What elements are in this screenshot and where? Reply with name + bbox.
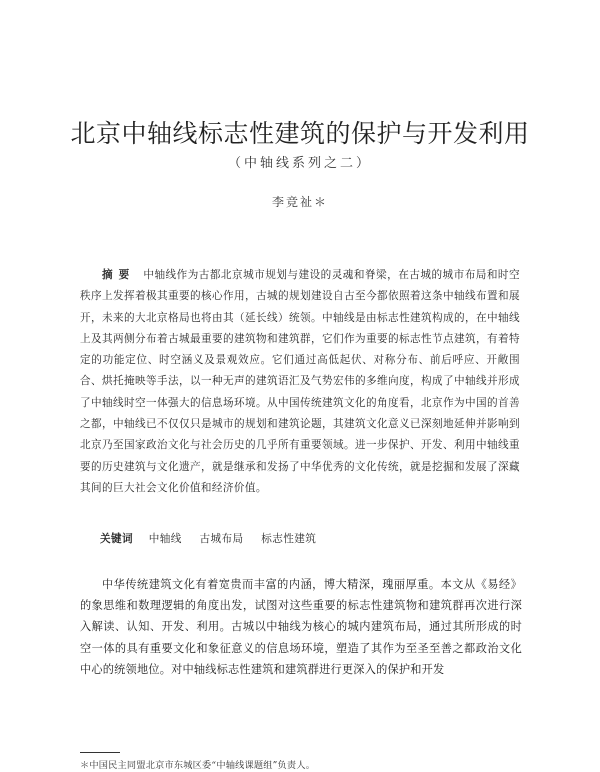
article-author: 李竞祉＊	[271, 195, 328, 209]
footnote-divider	[80, 752, 120, 753]
keyword-item: 标志性建筑	[261, 533, 317, 545]
body-paragraph: 中华传统建筑文化有着宽贵而丰富的内涵，博大精深，瑰丽厚重。本文从《易经》的象思维和数理逻辑的角度出发，试图对这些重要的标志性建筑物和建筑群再次进行深入解读、认知、开发、利用。古城以中轴线为核心的城内建筑布局，通过其所形成的时空一体的具有重要文化和象征意义的信息场环境，塑造了其作为至圣至善之都政治文化中心的统领地位。对中轴线标志性建筑和建筑群进行更深入的保护和开发	[80, 578, 522, 676]
article-title: 北京中轴线标志性建筑的保护与开发利用	[70, 119, 530, 148]
article-subtitle: （中轴线系列之二）	[227, 156, 372, 171]
keywords-block	[100, 531, 520, 546]
abstract-label: 摘要	[102, 269, 136, 281]
keyword-item: 古城布局	[199, 533, 244, 545]
keyword-item: 中轴线	[148, 533, 182, 545]
footnote: ＊中国民主同盟北京市东城区委“中轴线课题组”负责人。	[80, 760, 316, 771]
abstract-text: 中轴线作为古都北京城市规划与建设的灵魂和脊梁，在古城的城市布局和时空秩序上发挥着极其重要的核心作用，古城的规划建设自古至今都依照着这条中轴线布置和展开，未来的大北京格局也将由其（延长线）统领。中轴线是由标志性建筑构成的，在中轴线上及其两侧分布着古城最重要的建筑物和建筑群，它们作为重要的标志性节点建筑，有着特定的功能定位、时空涵义及景观效应。它们通过高低起伏、对称分布、前后呼应、开敞围合、烘托掩映等手法，以一种无声的建筑语汇及气势宏伟的多维向度，构成了中轴线并形成了中轴线时空一体强大的信息场环境。从中国传统建筑文化的角度看，北京作为中国的首善之都，中轴线已不仅仅只是城市的规划和建筑论题，其建筑文化意义已深刻地延伸并影响到北京乃至国家政治文化与社会历史的几乎所有重要领域。进一步保护、开发、利用中轴线重要的历史建筑与文化遗产，就是继承和发扬了中华优秀的文化传统，就是挖掘和发展了深藏其间的巨大社会文化价值和经济价值。	[80, 269, 521, 494]
abstract-block	[80, 265, 520, 499]
keywords-label: 关键词	[100, 533, 133, 545]
